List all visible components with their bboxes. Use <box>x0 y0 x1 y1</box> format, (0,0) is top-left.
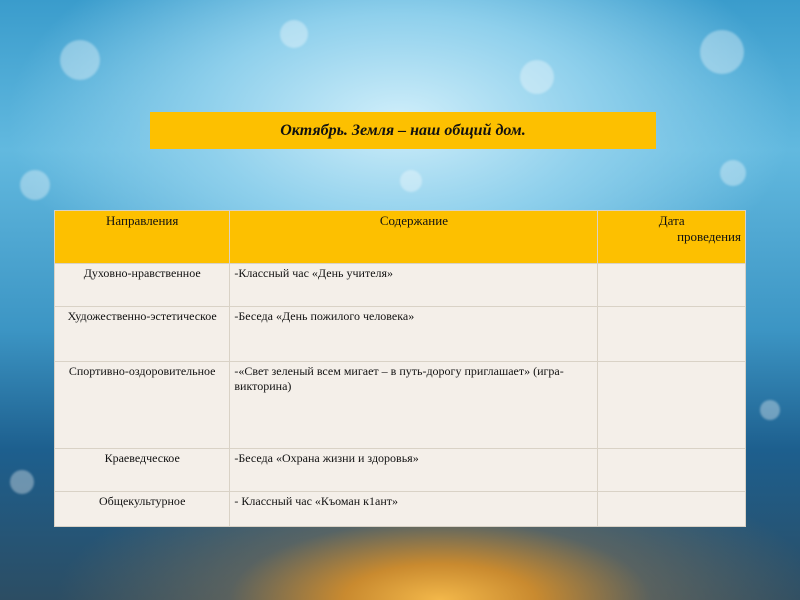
bokeh-light <box>280 20 308 48</box>
row-content: -Классный час «День учителя» <box>230 264 598 307</box>
row-direction: Краеведческое <box>55 449 230 492</box>
row-date <box>598 449 746 492</box>
row-direction: Общекультурное <box>55 492 230 527</box>
table-row <box>55 264 746 307</box>
row-direction: Духовно-нравственное <box>55 264 230 307</box>
row-content: -Беседа «День пожилого человека» <box>230 307 598 362</box>
header-date-line2: проведения <box>677 229 741 244</box>
bokeh-light <box>10 470 34 494</box>
header-date <box>598 211 746 264</box>
bokeh-light <box>60 40 100 80</box>
bokeh-light <box>700 30 744 74</box>
bokeh-light <box>400 170 422 192</box>
header-content: Содержание <box>230 211 598 264</box>
table-row <box>55 449 746 492</box>
table-row <box>55 362 746 449</box>
bokeh-light <box>520 60 554 94</box>
activity-plan-table <box>54 210 746 527</box>
row-direction: Спортивно-оздоровительное <box>55 362 230 449</box>
header-direction: Направления <box>55 211 230 264</box>
table-row <box>55 492 746 527</box>
bokeh-light <box>760 400 780 420</box>
row-date <box>598 264 746 307</box>
bokeh-light <box>20 170 50 200</box>
row-date <box>598 307 746 362</box>
bokeh-light <box>720 160 746 186</box>
row-date <box>598 492 746 527</box>
table-row <box>55 307 746 362</box>
table-header-row <box>55 211 746 264</box>
header-date-line1: Дата <box>658 213 685 228</box>
row-direction: Художественно-эстетическое <box>55 307 230 362</box>
slide-title: Октябрь. Земля – наш общий дом. <box>150 112 656 149</box>
row-date <box>598 362 746 449</box>
row-content: - Классный час «Къоман к1ант» <box>230 492 598 527</box>
row-content: -Беседа «Охрана жизни и здоровья» <box>230 449 598 492</box>
row-content: -«Свет зеленый всем мигает – в путь-дорогу приглашает» (игра-викторина) <box>230 362 598 449</box>
